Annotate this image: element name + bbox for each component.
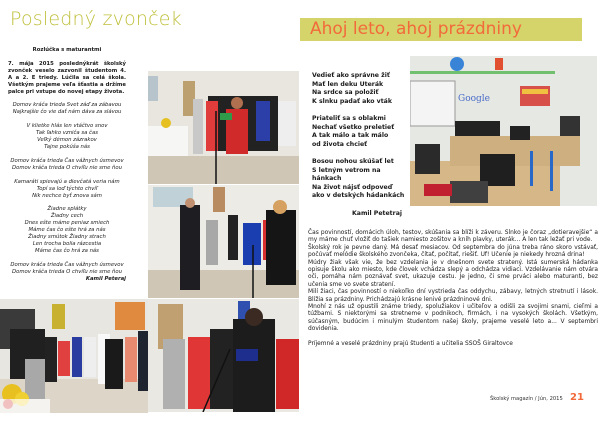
poem-line: Tajne pokúša nás bbox=[44, 143, 90, 150]
poem-line: Veľký démon zázrakov bbox=[37, 137, 97, 144]
poem-line: Najkrajšie čo vie dať nám dáva za slávou bbox=[12, 109, 122, 116]
farewell-intro: 7. mája 2015 poslednýkrát školský zvonček veselo zazvonil študentom 4. A a 2. E triedy. Lúčila sa celá škola. Všetkým prajeme veľa šťastia a držíme palce pri vstupe do novej etapy života. bbox=[8, 60, 126, 95]
footer-magazine: Školský magazín / Jún, 2015 bbox=[490, 396, 563, 402]
section-header-bar bbox=[300, 18, 582, 41]
poem-line: V klietke hlás len vtáčtvo snov bbox=[26, 123, 108, 130]
poem-line: Žiadne splátky bbox=[47, 206, 87, 213]
article-paragraph: Školský rok je pevne daný. Má desať mesiacov. Od septembra do júna treba ráno skoro vstávať, počúvať melódie školského zvončeka, čítať, počítať, riešiť. Uf! Učenie je niekedy hrozná drina! bbox=[308, 244, 598, 259]
poem-line: Tak ľahko vzniča sa čas bbox=[36, 130, 98, 137]
poem-line: Domov kráča trieda O chvíľu nie sme ňou bbox=[12, 268, 122, 275]
poem-stanza bbox=[8, 158, 126, 172]
poem-line: Domov kráča trieda O chvíľu nie sme ňou bbox=[12, 164, 122, 171]
poem-stanza bbox=[8, 123, 126, 151]
poem-stanza bbox=[8, 206, 126, 254]
article-closing: Príjemné a veselé prázdniny prajú študenti a učitelia SSOŠ Giraltovce bbox=[308, 341, 513, 348]
poem-line: Nechať všetko preletieť bbox=[312, 123, 395, 131]
article-body bbox=[308, 230, 598, 348]
page-number: 21 bbox=[570, 392, 584, 403]
poem-line: Topí sa loď týchto chvíľ bbox=[36, 185, 98, 192]
poem-line: Kamaráti spievajú a dievčatá veria nám bbox=[14, 178, 120, 185]
article-paragraph: Múdry žiak však vie, že bez vzdelania je v dnešnom svete stratený. Istá sumerská hádanka opisuje školu ako miesto, kde človek vchádza slepý a odchádza vidiaci. Vzdelávanie nám otvára oči, pomáha nám poznávať svet, ukazuje cestu. Je jedno, či sme prváci alebo maturanti, bez učenia sme vo svete stratení. bbox=[308, 259, 598, 288]
poem-line: od života chcieť bbox=[312, 140, 368, 148]
poem-line: S letným vetrom na hánkach bbox=[312, 166, 381, 183]
poem-line: Domov kráča trieda Svet záď za zábavou bbox=[12, 102, 122, 109]
poem-line: Priateliť sa s oblakmi bbox=[312, 114, 386, 122]
poem-line: Žiadny smútok Žiadny strach bbox=[28, 234, 106, 241]
poem-line: Domov kráča trieda Čas vážnych úsmevov bbox=[10, 261, 124, 268]
poem-stanza bbox=[8, 179, 126, 200]
farewell-poem bbox=[8, 102, 126, 275]
poem-line: Len trocha bolia rázcestia bbox=[32, 240, 102, 247]
photo-computer-classroom bbox=[410, 56, 597, 206]
photo-ceremony-speech bbox=[148, 71, 299, 184]
poem-line: Žiadny cech bbox=[50, 213, 84, 220]
poem-line: Bosou nohou skúšať let bbox=[312, 157, 394, 165]
poem-stanza bbox=[312, 72, 412, 106]
farewell-column bbox=[8, 47, 126, 282]
poem-line: Máme čas čo ešte hrá za nás bbox=[28, 227, 106, 234]
summer-poem bbox=[312, 72, 412, 218]
farewell-poem-author: Kamil Peteraj bbox=[85, 275, 126, 282]
poem-line: Vedieť ako správne žiť bbox=[312, 72, 390, 79]
photo-ceremony-teachers bbox=[148, 185, 299, 298]
poem-line: Na srdce sa položiť bbox=[312, 89, 379, 97]
article-paragraph: Čas povinností, domácich úloh, testov, skúšania sa blíži k záveru. Slnko je čoraz „dotieravejšie“ a my máme chuť vložiť do tašiek namiesto zošitov a kníh plavky, uterák... A len tak ležať pri vode. bbox=[308, 230, 598, 244]
poem-stanza bbox=[8, 102, 126, 116]
poem-stanza bbox=[312, 115, 412, 149]
poem-line: Mať len deku Uterák bbox=[312, 80, 384, 88]
poem-line: Na život nájsť odpoveď bbox=[312, 183, 393, 191]
poem-stanza bbox=[8, 262, 126, 276]
poem-line: Dnes ešte máme peniaz smiech bbox=[24, 220, 110, 227]
photo-ceremony-reading bbox=[148, 299, 299, 412]
poem-line: ako v detských hádankách bbox=[312, 192, 405, 200]
poem-stanza bbox=[312, 158, 412, 201]
poem-line: A tak málo a tak málo bbox=[312, 132, 389, 140]
svg-text:Google: Google bbox=[458, 94, 490, 104]
photo-students-group bbox=[0, 299, 148, 413]
summer-poem-author: Kamil Petetraj bbox=[351, 209, 402, 217]
article-paragraph: Milí žiaci, čas povinností o niekoľko dní vystrieda čas oddychu, zábavy, letných stretnutí i lások. Blížia sa prázdniny. Prichádzajú krásne lenivé prázdninové dni. bbox=[308, 289, 598, 303]
article-paragraph: Mnohí z nás už opustili známe triedy, spolužiakov i učiteľov a odišli za svojimi snami, cieľmi a túžbami. S niektorými sa stretneme v podnikoch, firmách, i na vysokých školách. Všetkým, súčasným, budúcim i minulým študentom našej školy, prajeme veselé leto a... V septembri dovidenia. bbox=[308, 304, 598, 333]
poem-line: Nik nechce byť znova sám bbox=[32, 192, 102, 199]
section-title-left: Posledný zvonček bbox=[10, 8, 182, 30]
section-title-right: Ahoj leto, ahoj prázdniny bbox=[310, 19, 522, 39]
poem-line: Domov kráča trieda Čas vážnych úsmevov bbox=[10, 157, 124, 164]
poem-line: Máme čas čo hrá za nás bbox=[35, 247, 99, 254]
poem-line: K slnku padať ako vták bbox=[312, 97, 392, 105]
farewell-heading: Rozlúčka s maturantmi bbox=[32, 47, 102, 53]
